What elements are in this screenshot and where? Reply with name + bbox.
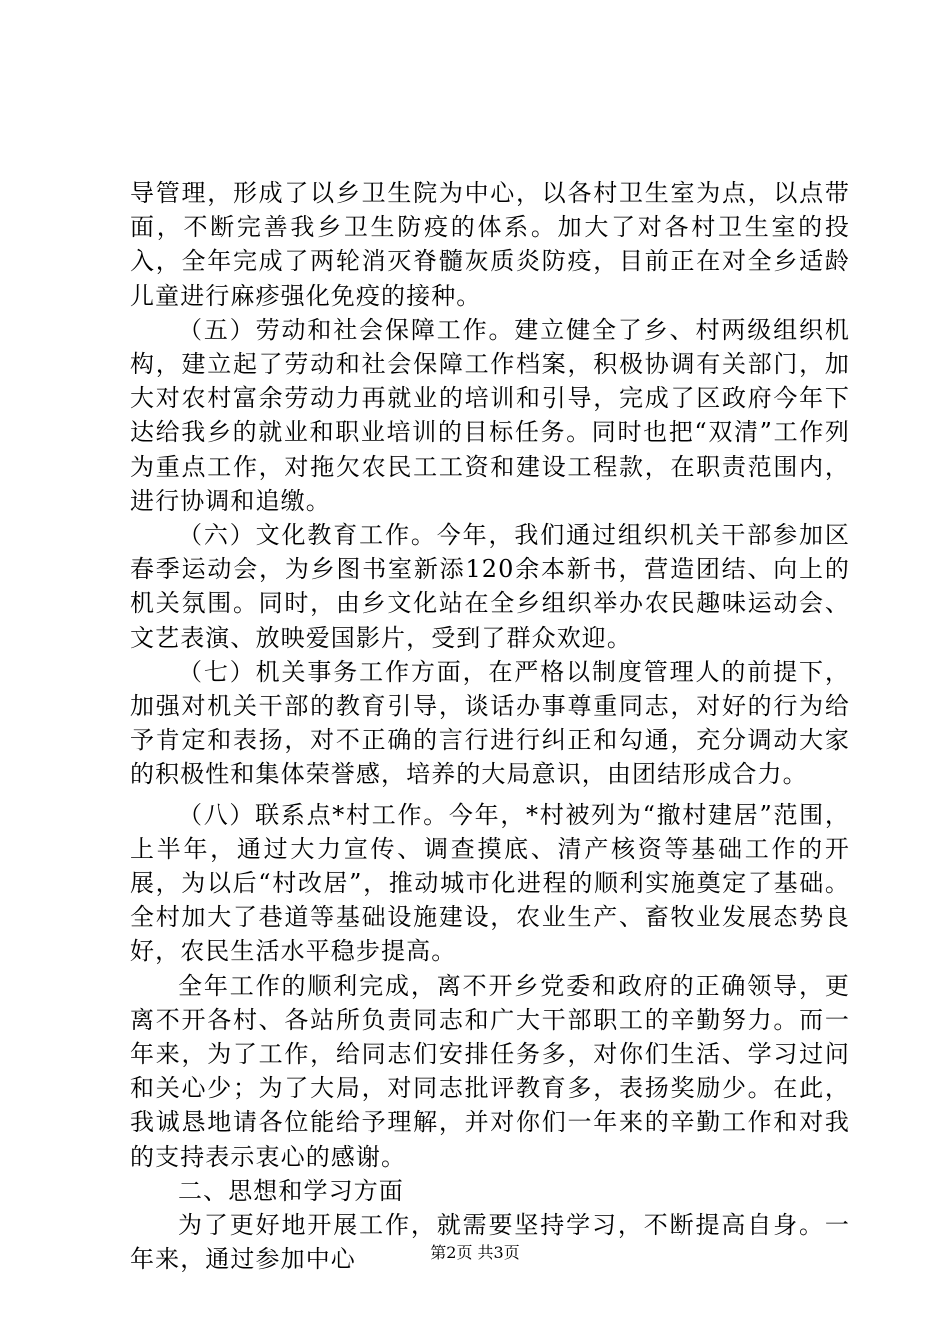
page-footer: 第2页 共3页 [430, 1243, 520, 1262]
paragraph-village-contact: （八）联系点*村工作。今年，*村被列为“撤村建居”范围，上半年，通过大力宣传、调查摸底、清产核资等基础工作的开展，为以后“村改居”，推动城市化进程的顺利实施奠定了基础。全村加大了巷道等基础设施建设，农业生产、畜牧业发展态势良好，农民生活水平稳步提高。 [130, 800, 850, 966]
paragraph-acknowledgement: 全年工作的顺利完成，离不开乡党委和政府的正确领导，更离不开各村、各站所负责同志和广大干部职工的辛勤努力。而一年来，为了工作，给同志们安排任务多，对你们生活、学习过问和关心少；为了大局，对同志批评教育多，表扬奖励少。在此，我诚恳地请各位能给予理解，并对你们一年来的辛勤工作和对我的支持表示衷心的感谢。 [130, 971, 850, 1171]
section-heading: 二、思想和学习方面 [178, 1176, 404, 1205]
paragraph-labor-security: （五）劳动和社会保障工作。建立健全了乡、村两级组织机构，建立起了劳动和社会保障工作档案，积极协调有关部门，加大对农村富余劳动力再就业的培训和引导，完成了区政府今年下达给我乡的就业和职业培训的目标任务。同时也把“双清”工作列为重点工作，对拖欠农民工工资和建设工程款，在职责范围内，进行协调和追缴。 [130, 315, 850, 515]
paragraph-culture-education: （六）文化教育工作。今年，我们通过组织机关干部参加区春季运动会，为乡图书室新添120余本新书，营造团结、向上的机关氛围。同时，由乡文化站在全乡组织举办农民趣味运动会、文艺表演、放映爱国影片，受到了群众欢迎。 [130, 521, 850, 652]
paragraph-study: 为了更好地开展工作，就需要坚持学习，不断提高自身。一年来，通过参加中心 [130, 1211, 850, 1274]
paragraph-health: 导管理，形成了以乡卫生院为中心，以各村卫生室为点，以点带面，不断完善我乡卫生防疫的体系。加大了对各村卫生室的投入，全年完成了两轮消灭脊髓灰质炎防疫，目前正在对全乡适龄儿童进行麻疹强化免疫的接种。 [130, 179, 850, 310]
document-body [130, 176, 850, 1277]
paragraph-office-affairs: （七）机关事务工作方面，在严格以制度管理人的前提下，加强对机关干部的教育引导，谈话办事尊重同志，对好的行为给予肯定和表扬，对不正确的言行进行纠正和勾通，充分调动大家的积极性和集体荣誉感，培养的大局意识，由团结形成合力。 [130, 657, 850, 789]
